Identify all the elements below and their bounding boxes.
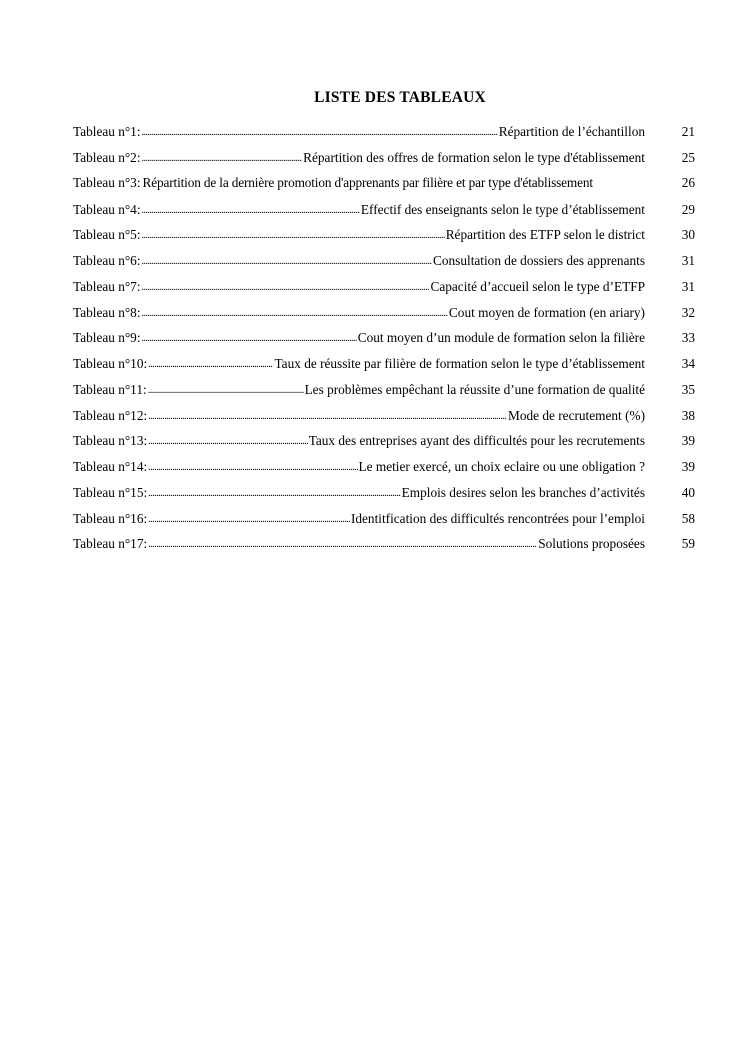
entry-label: Tableau n°5: (73, 227, 141, 243)
entry-label: Tableau n°6: (73, 253, 141, 269)
list-item (73, 226, 695, 252)
entry-page: 30 (681, 227, 695, 243)
entry-caption: Emplois desires selon les branches d’activités (401, 484, 645, 500)
entry-label: Tableau n°7: (73, 278, 141, 294)
dot-leader (142, 226, 445, 239)
entry-page: 32 (681, 304, 695, 320)
entry-caption: Les problèmes empêchant la réussite d’une formation de qualité (304, 381, 645, 397)
entry-caption: Répartition des offres de formation selon le type d'établissement (303, 150, 645, 166)
entry-page: 29 (681, 201, 695, 217)
dot-leader (148, 484, 400, 497)
entry-label: Tableau n°17: (73, 536, 148, 552)
entry-caption: Répartition de l’échantillon (498, 124, 645, 140)
list-item (73, 175, 695, 201)
entry-label: Tableau n°15: (73, 484, 148, 500)
dot-leader (148, 432, 308, 445)
dot-leader (148, 406, 507, 419)
dot-leader (148, 458, 357, 471)
list-item (73, 381, 695, 407)
entry-caption: Cout moyen d’un module de formation selon la filière (357, 330, 645, 346)
list-item (73, 458, 695, 484)
entry-page: 25 (681, 150, 695, 166)
entry-caption: Effectif des enseignants selon le type d’établissement (360, 201, 645, 217)
list-item (73, 252, 695, 278)
entry-label: Tableau n°3: (73, 174, 141, 190)
entry-page: 21 (681, 124, 695, 140)
dot-leader (142, 123, 498, 136)
entry-page: 38 (681, 407, 695, 423)
entry-label: Tableau n°9: (73, 330, 141, 346)
entry-page: 35 (681, 381, 695, 397)
list-item (73, 200, 695, 226)
dot-leader (142, 278, 430, 291)
table-list (73, 123, 695, 561)
list-item (73, 123, 695, 149)
list-item (73, 149, 695, 175)
entry-label: Tableau n°4: (73, 201, 141, 217)
list-item (73, 509, 695, 535)
list-item (73, 278, 695, 304)
entry-label: Tableau n°16: (73, 510, 148, 526)
entry-caption: Répartition de la dernière promotion d'apprenants par filière et par type d'établissement (142, 174, 593, 190)
entry-caption: Cout moyen de formation (en ariary) (448, 304, 645, 320)
entry-caption: Taux de réussite par filière de formation selon le type d’établissement (274, 356, 645, 372)
dot-leader (142, 200, 360, 213)
dot-leader (142, 149, 303, 162)
entry-label: Tableau n°12: (73, 407, 148, 423)
entry-page: 39 (681, 459, 695, 475)
list-item (73, 406, 695, 432)
entry-page: 31 (681, 253, 695, 269)
dot-leader (148, 381, 304, 394)
entry-caption: Consultation de dossiers des apprenants (433, 253, 645, 269)
entry-label: Tableau n°2: (73, 150, 141, 166)
list-item (73, 432, 695, 458)
entry-caption: Taux des entreprises ayant des difficultés pour les recrutements (308, 433, 645, 449)
entry-page: 40 (681, 484, 695, 500)
dot-leader (148, 535, 537, 548)
entry-caption: Répartition des ETFP selon le district (445, 227, 645, 243)
entry-caption: Le metier exercé, un choix eclaire ou une obligation ? (358, 459, 645, 475)
dot-leader (148, 355, 273, 368)
entry-page: 33 (681, 330, 695, 346)
entry-caption: Solutions proposées (538, 536, 645, 552)
dot-leader (142, 329, 357, 342)
dot-leader (148, 509, 350, 522)
entry-page: 59 (681, 536, 695, 552)
entry-label: Tableau n°14: (73, 459, 148, 475)
list-item (73, 535, 695, 561)
list-item (73, 355, 695, 381)
entry-page: 34 (681, 356, 695, 372)
entry-label: Tableau n°11: (73, 381, 147, 397)
page-title: LISTE DES TABLEAUX (314, 89, 486, 106)
entry-page: 58 (681, 510, 695, 526)
dot-leader (142, 252, 432, 265)
entry-label: Tableau n°10: (73, 356, 148, 372)
entry-label: Tableau n°8: (73, 304, 141, 320)
entry-caption: Identitfication des difficultés rencontrées pour l’emploi (350, 510, 645, 526)
list-item (73, 484, 695, 510)
entry-page: 26 (681, 174, 695, 190)
entry-page: 31 (681, 278, 695, 294)
dot-leader (142, 303, 448, 316)
entry-caption: Mode de recrutement (%) (508, 407, 645, 423)
list-item (73, 329, 695, 355)
entry-label: Tableau n°13: (73, 433, 148, 449)
entry-label: Tableau n°1: (73, 124, 141, 140)
entry-caption: Capacité d’accueil selon le type d’ETFP (430, 278, 645, 294)
list-item (73, 303, 695, 329)
entry-page: 39 (681, 433, 695, 449)
